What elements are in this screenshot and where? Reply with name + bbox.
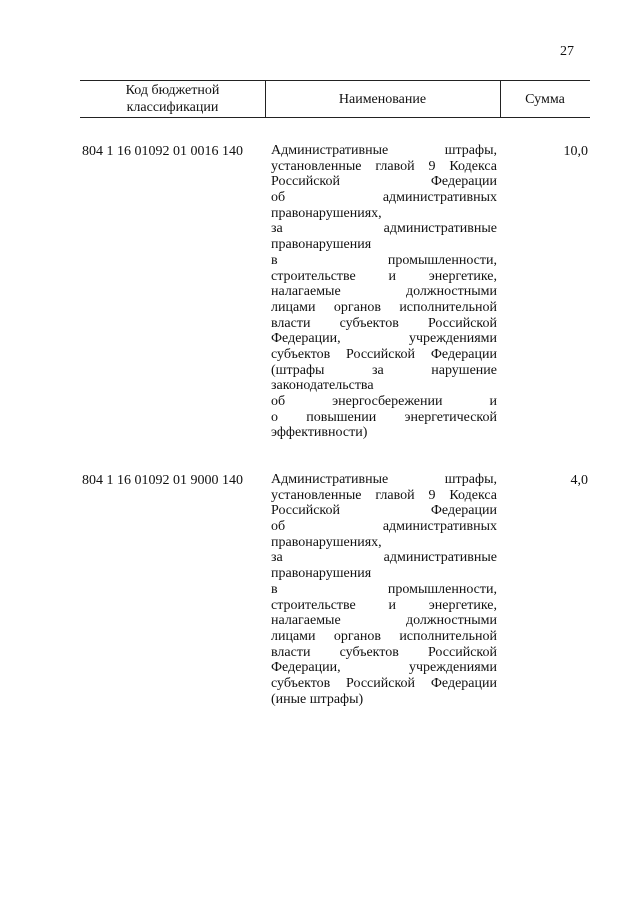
row-1-line: правонарушениях, [271, 205, 382, 221]
row-2-line: Российской Федерации [271, 503, 497, 519]
row-2-line: за административные [271, 550, 497, 566]
row-2-line: строительстве и энергетике, [271, 597, 497, 613]
row-2-line: установленные главой 9 Кодекса [271, 487, 497, 503]
row-2-line: лицами органов исполнительной [271, 628, 497, 644]
row-1-line: Российской Федерации [271, 174, 497, 190]
row-1-line: об административных [271, 190, 497, 206]
row-1-line: за административные [271, 221, 497, 237]
header-code [80, 82, 265, 116]
header-code-line2: классификации [126, 100, 219, 115]
row-2-line: Административные штрафы, [271, 472, 497, 487]
row-2-line: Федерации, учреждениями [271, 660, 497, 676]
row-1-line: установленные главой 9 Кодекса [271, 158, 497, 174]
row-1-line: власти субъектов Российской [271, 315, 497, 331]
row-1-line: лицами органов исполнительной [271, 299, 497, 315]
row-2-line: власти субъектов Российской [271, 644, 497, 660]
row-1-line: в промышленности, [271, 252, 497, 268]
page-number: 27 [560, 44, 574, 59]
row-1-description [271, 143, 497, 441]
row-1-line: Федерации, учреждениями [271, 331, 497, 347]
row-1-line: Административные штрафы, [271, 143, 497, 158]
header-sum: Сумма [525, 92, 565, 107]
row-2-line: налагаемые должностными [271, 613, 497, 629]
row-2-sum: 4,0 [570, 473, 588, 488]
row-2-code: 804 1 16 01092 01 9000 140 [82, 473, 243, 488]
row-1-line: законодательства [271, 378, 374, 394]
header-name: Наименование [338, 92, 427, 107]
row-1-line: о повышении энергетической [271, 409, 497, 425]
row-1-sum: 10,0 [563, 144, 588, 159]
header-top-rule [80, 80, 590, 81]
row-2-line: правонарушениях, [271, 534, 382, 550]
row-1-line: правонарушения [271, 237, 372, 253]
row-1-line: (штрафы за нарушение [271, 362, 497, 378]
row-1-line: налагаемые должностными [271, 284, 497, 300]
row-2-line: правонарушения [271, 566, 372, 582]
row-1-code: 804 1 16 01092 01 0016 140 [82, 144, 243, 159]
header-bottom-rule [80, 117, 590, 118]
row-2-line: об административных [271, 519, 497, 535]
row-2-line: субъектов Российской Федерации [271, 675, 497, 691]
row-2-description [271, 472, 497, 707]
row-1-line: строительстве и энергетике, [271, 268, 497, 284]
row-2-line: (иные штрафы) [271, 691, 364, 707]
row-1-line: эффективности) [271, 425, 368, 441]
row-1-line: об энергосбережении и [271, 394, 497, 409]
row-2-line: в промышленности, [271, 581, 497, 597]
header-code-line1: Код бюджетной [125, 83, 220, 98]
row-1-line: субъектов Российской Федерации [271, 346, 497, 362]
